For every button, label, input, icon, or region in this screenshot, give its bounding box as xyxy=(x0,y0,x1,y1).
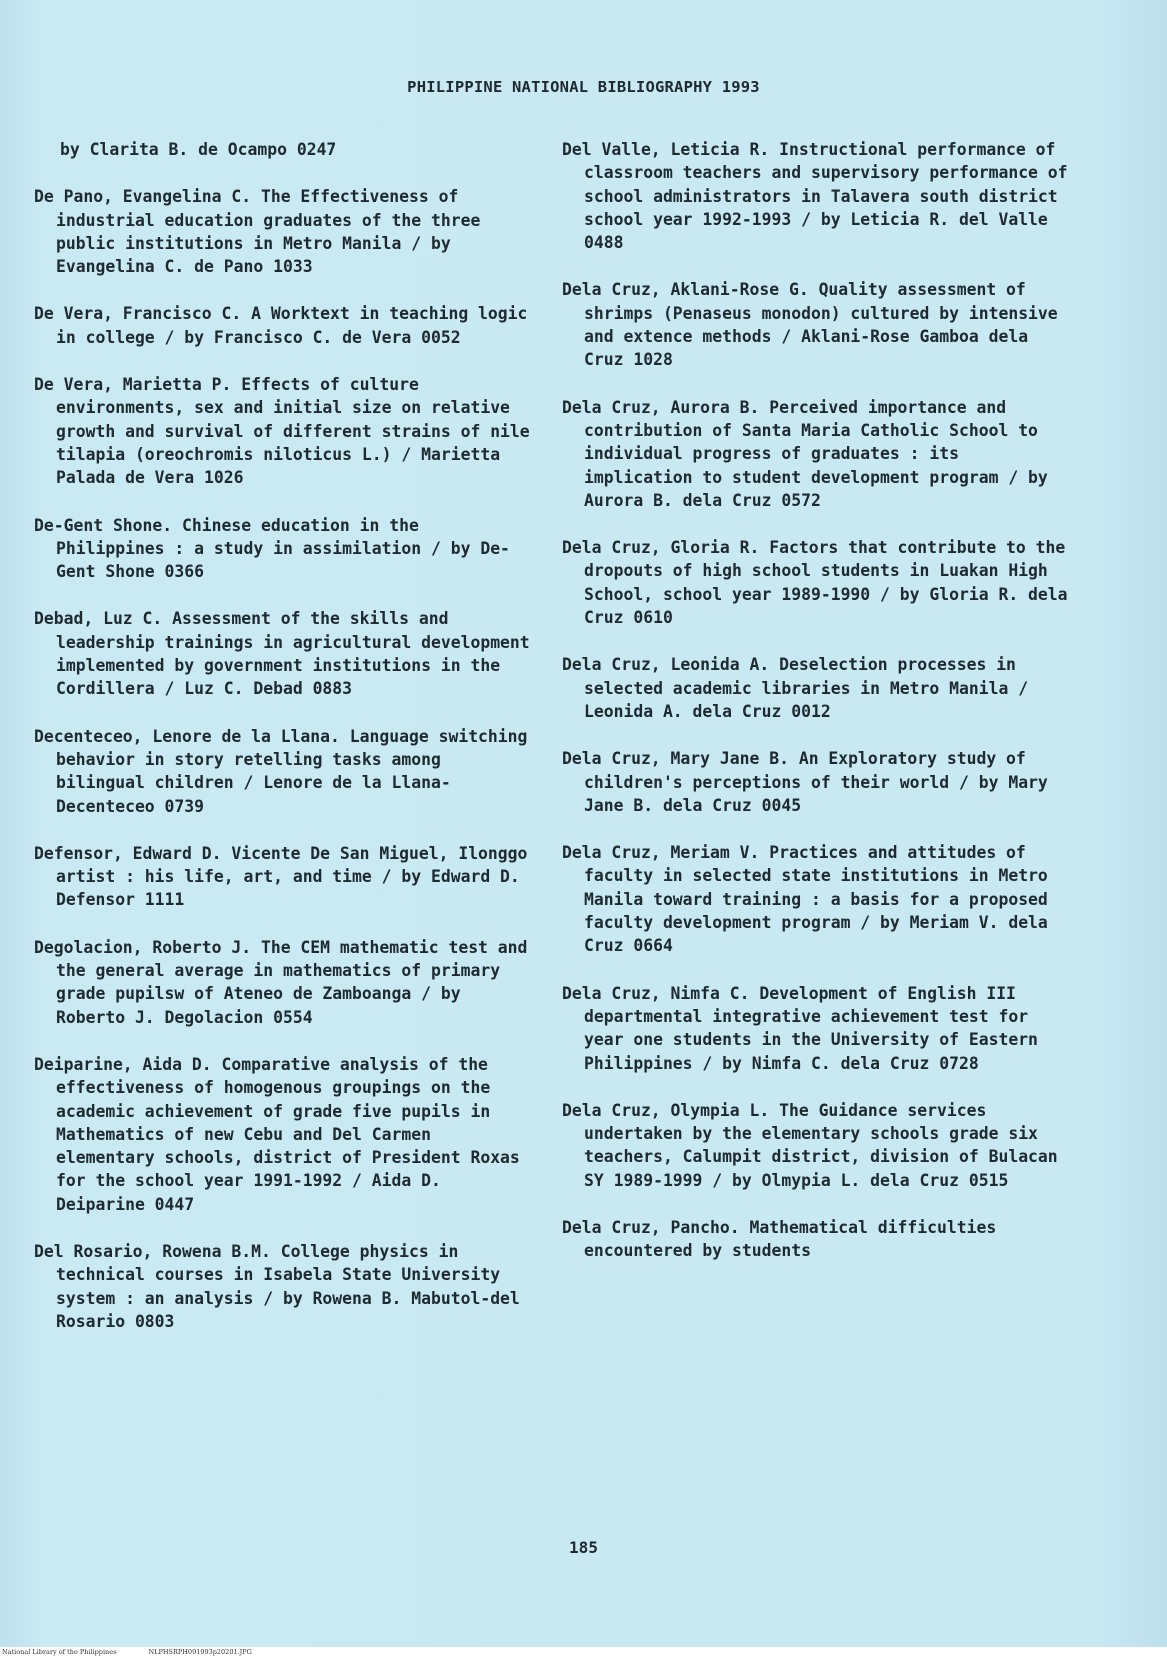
bibliography-entry: De Vera, Francisco C. A Worktext in teaching logic in college / by Francisco C. de Vera 0052 xyxy=(34,304,528,347)
scan-footer xyxy=(0,1647,1167,1658)
bibliography-entry: Del Valle, Leticia R. Instructional performance of classroom teachers and supervisory performance of school administrators in Talavera south district school year 1992-1993 / by Leticia R. del Valle 0488 xyxy=(562,140,1068,253)
bibliography-entry: Dela Cruz, Leonida A. Deselection processes in selected academic libraries in Metro Manila / Leonida A. dela Cruz 0012 xyxy=(562,655,1029,721)
bibliography-entry: Defensor, Edward D. Vicente De San Miguel, Ilonggo artist : his life, art, and time / by Edward D. Defensor 1111 xyxy=(34,843,528,910)
bibliography-entry: Deiparine, Aida D. Comparative analysis of the effectiveness of homogenous groupings on the academic achievement of grade five pupils in Mathematics of new Cebu and Del Carmen elementary schools, district of President Roxas for the school year 1991-1992 / Aida D. Deiparine 0447 xyxy=(34,1054,520,1214)
page-number: 185 xyxy=(569,1538,598,1557)
bibliography-entry: Dela Cruz, Meriam V. Practices and attitudes of faculty in selected state institutions in Metro Manila toward training : a basis for a proposed faculty development program / by Meriam V. dela Cruz 0664 xyxy=(562,843,1048,956)
bibliography-entry: De-Gent Shone. Chinese education in the Philippines : a study in assimilation / by De-Gent Shone 0366 xyxy=(34,515,510,582)
page-header: PHILIPPINE NATIONAL BIBLIOGRAPHY 1993 xyxy=(407,78,760,96)
bibliography-entry: Dela Cruz, Aklani-Rose G. Quality assessment of shrimps (Penaseus monodon) cultured by intensive and extence methods / Aklani-Rose Gamboa dela Cruz 1028 xyxy=(562,280,1058,370)
bibliography-entry: Dela Cruz, Gloria R. Factors that contribute to the dropouts of high school students in Luakan High School, school year 1989-1990 / by Gloria R. dela Cruz 0610 xyxy=(562,538,1068,628)
right-column xyxy=(562,138,1072,1287)
bibliography-entry: Debad, Luz C. Assessment of the skills and leadership trainings in agricultural development implemented by government institutions in the Cordillera / Luz C. Debad 0883 xyxy=(34,609,530,699)
bibliography-entry: Dela Cruz, Pancho. Mathematical difficulties encountered by students xyxy=(562,1217,997,1261)
footer-library: National Library of the Philippines xyxy=(2,1648,117,1656)
bibliography-entry: De Pano, Evangelina C. The Effectiveness of industrial education graduates of the three public institutions in Metro Manila / by Evangelina C. de Pano 1033 xyxy=(34,187,481,277)
footer-file: NLPHSRPH091993p20201.JPG xyxy=(148,1648,252,1656)
bibliography-entry: Dela Cruz, Nimfa C. Development of English III departmental integrative achievement test for year one students in the University of Eastern Philippines / by Nimfa C. dela Cruz 0728 xyxy=(562,983,1038,1073)
bibliography-entry: Del Rosario, Rowena B.M. College physics in technical courses in Isabela State University system : an analysis / by Rowena B. Mabutol-del Rosario 0803 xyxy=(34,1241,520,1331)
bibliography-entry: Dela Cruz, Olympia L. The Guidance services undertaken by the elementary schools grade six teachers, Calumpit district, division of Bulacan SY 1989-1999 / by Olmypia L. dela Cruz 0515 xyxy=(562,1100,1058,1190)
bibliography-entry: Degolacion, Roberto J. The CEM mathematic test and the general average in mathematics of primary grade pupilsw of Ateneo de Zamboanga / by Roberto J. Degolacion 0554 xyxy=(34,937,528,1027)
bibliography-entry: Dela Cruz, Aurora B. Perceived importance and contribution of Santa Maria Catholic School to individual progress of graduates : its implication to student development program / by Aurora B. dela Cruz 0572 xyxy=(562,397,1048,510)
bibliography-entry: Decenteceo, Lenore de la Llana. Language switching behavior in story retelling tasks among bilingual children / Lenore de la Llana-Decenteceo 0739 xyxy=(34,726,528,816)
bibliography-entry: by Clarita B. de Ocampo 0247 xyxy=(60,140,337,159)
bibliography-entry: Dela Cruz, Mary Jane B. An Exploratory study of children's perceptions of their world / by Mary Jane B. dela Cruz 0045 xyxy=(562,749,1048,815)
left-column xyxy=(34,138,534,1357)
bibliography-entry: De Vera, Marietta P. Effects of culture environments, sex and initial size on relative growth and survival of different strains of nile tilapia (oreochromis niloticus L.) / Marietta Palada de Vera 1026 xyxy=(34,375,530,488)
